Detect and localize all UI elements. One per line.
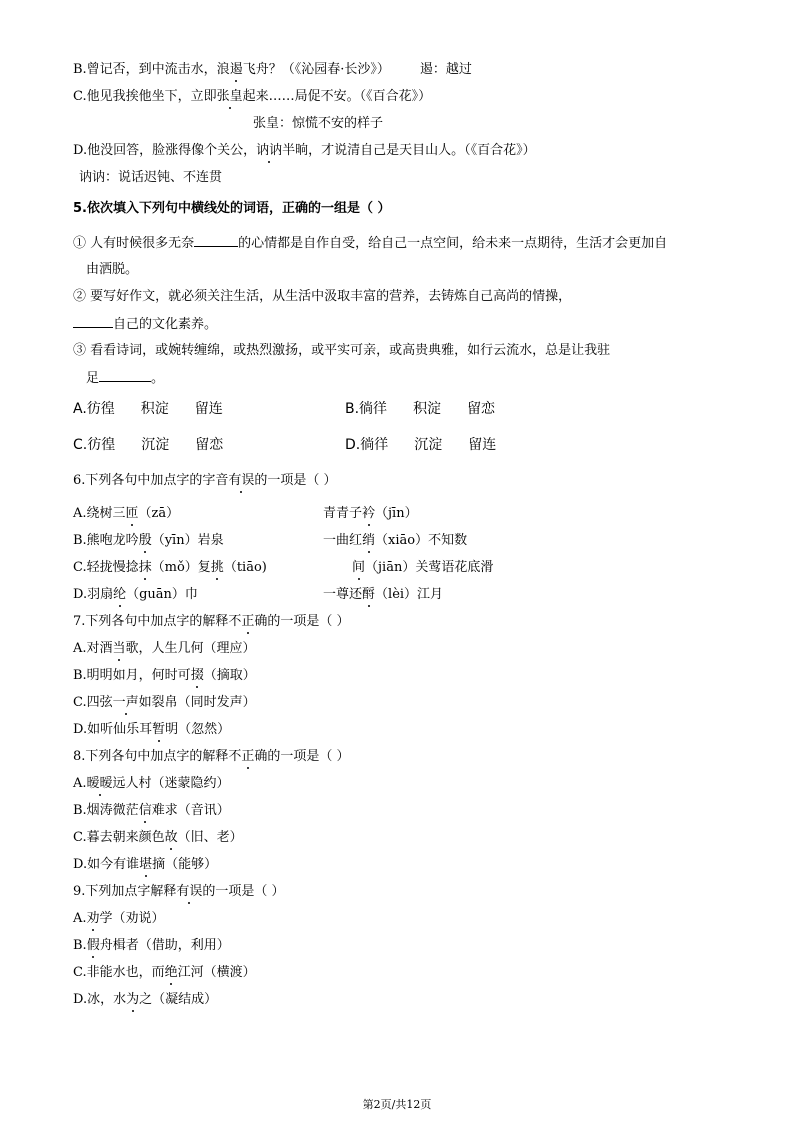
q9-stem: 9.下列加点字解释有误的一项是（ ） <box>73 884 285 899</box>
q5-sentence-1: ① 人有时候很多无奈 的心情都是自作自受，给自己一点空间，给未来一点期待，生活才会更加自 <box>73 236 668 251</box>
q4-option-c: C.他见我挨他坐下，立即张皇起来……局促不安。（《百合花》） <box>73 89 432 104</box>
fill-blank <box>73 315 113 328</box>
q6-option-a: A.绕树三匝（zā） <box>73 506 180 521</box>
dotted-char: 遏 <box>229 62 243 77</box>
q9-option-b: B.假舟楫者（借助，利用） <box>73 938 230 953</box>
q4-option-c-note: 张皇：惊慌不安的样子 <box>253 116 384 131</box>
q8-option-b: B.烟涛微茫信难求（音讯） <box>73 803 230 818</box>
q5-option-d: D.徜徉 沉淀 留连 <box>345 437 497 453</box>
q6-stem: 6.下列各句中加点字的字音有误的一项是（ ） <box>73 473 337 488</box>
fill-blank <box>99 369 151 382</box>
q5-sentence-2: ② 要写好作文，就必须关注生活，从生活中汲取丰富的营养，去铸炼自己高尚的情操， <box>73 289 572 304</box>
q4-option-d: D.他没回答，脸涨得像个关公，讷讷半晌，才说清自己是天目山人。（《百合花》） <box>73 143 536 158</box>
q7-option-c: C.四弦一声如裂帛（同时发声） <box>73 695 256 710</box>
dotted-word: 有误 <box>228 473 255 488</box>
q6-option-b: B.熊咆龙吟殷（yīn）岩泉 <box>73 533 224 548</box>
q4-option-b-note: 遏：越过 <box>419 62 472 77</box>
q5-option-a: A.彷徨 积淀 留连 <box>73 401 223 417</box>
q5-sentence-1-cont: 由洒脱。 <box>86 262 139 277</box>
q7-option-b: B.明明如月，何时可掇（摘取） <box>73 668 256 683</box>
q5-stem: 5.依次填入下列句中横线处的词语，正确的一组是（ ） <box>73 201 391 216</box>
q5-option-b: B.徜徉 积淀 留恋 <box>345 401 496 417</box>
q7-stem: 7.下列各句中加点字的解释不正确的一项是（ ） <box>73 614 350 629</box>
q8-option-c: C.暮去朝来颜色故（旧、老） <box>73 830 243 845</box>
q6-option-d-2: 一尊还酹（lèi）江月 <box>323 587 444 602</box>
dotted-char: 讷讷 <box>256 143 283 158</box>
q8-option-d: D.如今有谁堪摘（能够） <box>73 857 218 872</box>
q6-option-c-2: 间（jiān）关莺语花底滑 <box>352 560 494 575</box>
q6-option-b-2: 一曲红绡（xiāo）不知数 <box>323 533 468 548</box>
q5-sentence-2-cont: 自己的文化素养。 <box>73 315 217 334</box>
q9-option-c: C.非能水也，而绝江河（横渡） <box>73 965 256 980</box>
q6-option-c: C.轻拢慢捻抹（mǒ）复挑（tiāo) <box>73 560 267 575</box>
dotted-char: 张皇 <box>216 89 243 104</box>
q7-option-d: D.如听仙乐耳暂明（忽然） <box>73 722 231 737</box>
q6-option-d: D.羽扇纶（guān）巾 <box>73 587 198 602</box>
q6-option-a-2: 青青子衿（jīn） <box>323 506 418 521</box>
q7-option-a: A.对酒当歌，人生几何（理应） <box>73 641 256 656</box>
q8-stem: 8.下列各句中加点字的解释不正确的一项是（ ） <box>73 749 350 764</box>
q5-sentence-3-cont: 足 。 <box>86 371 165 386</box>
q8-option-a: A.暧暧远人村（迷蒙隐约） <box>73 776 230 791</box>
q9-option-d: D.冰，水为之（凝结成） <box>73 992 218 1007</box>
q9-option-a: A.劝学（劝说） <box>73 911 165 926</box>
fill-blank <box>194 234 238 247</box>
q5-option-c: C.彷徨 沉淀 留恋 <box>73 437 224 453</box>
page-number: 第2页/共12页 <box>362 1098 432 1111</box>
q5-sentence-3: ③ 看看诗词，或婉转缠绵，或热烈激扬，或平实可亲，或高贵典雅，如行云流水，总是让我驻 <box>73 343 611 358</box>
q4-option-b: B.曾记否，到中流击水，浪遏飞舟？（《沁园春·长沙》） 遏：越过 <box>73 62 472 77</box>
q4-option-d-note: 讷讷：说话迟钝、不连贯 <box>79 170 223 185</box>
